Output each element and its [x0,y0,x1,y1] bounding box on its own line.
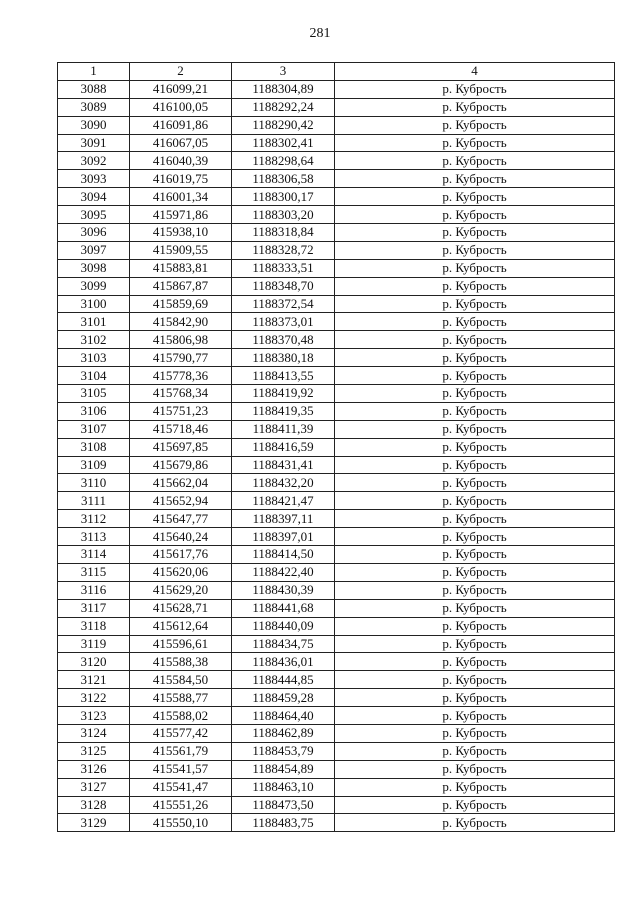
table-row [58,653,615,671]
table-row [58,599,615,617]
point-number-cell: 3093 [58,170,130,188]
x-coordinate-cell: 415971,86 [130,206,232,224]
x-coordinate-cell: 415617,76 [130,546,232,564]
column-header-4: 4 [335,63,615,81]
table-row [58,563,615,581]
table-row [58,277,615,295]
x-coordinate-cell: 415751,23 [130,402,232,420]
table-row [58,510,615,528]
table-row [58,796,615,814]
y-coordinate-cell: 1188430,39 [232,581,335,599]
y-coordinate-cell: 1188441,68 [232,599,335,617]
point-number-cell: 3101 [58,313,130,331]
location-cell: р. Кубрость [335,313,615,331]
point-number-cell: 3095 [58,206,130,224]
point-number-cell: 3097 [58,241,130,259]
y-coordinate-cell: 1188372,54 [232,295,335,313]
point-number-cell: 3109 [58,456,130,474]
x-coordinate-cell: 415561,79 [130,742,232,760]
point-number-cell: 3127 [58,778,130,796]
y-coordinate-cell: 1188444,85 [232,671,335,689]
point-number-cell: 3120 [58,653,130,671]
x-coordinate-cell: 416100,05 [130,98,232,116]
point-number-cell: 3103 [58,349,130,367]
x-coordinate-cell: 415588,77 [130,689,232,707]
location-cell: р. Кубрость [335,671,615,689]
x-coordinate-cell: 415541,47 [130,778,232,796]
location-cell: р. Кубрость [335,707,615,725]
y-coordinate-cell: 1188298,64 [232,152,335,170]
y-coordinate-cell: 1188440,09 [232,617,335,635]
x-coordinate-cell: 415577,42 [130,724,232,742]
table-row [58,313,615,331]
x-coordinate-cell: 415859,69 [130,295,232,313]
x-coordinate-cell: 415662,04 [130,474,232,492]
x-coordinate-cell: 415778,36 [130,367,232,385]
y-coordinate-cell: 1188419,35 [232,402,335,420]
point-number-cell: 3102 [58,331,130,349]
table-row [58,581,615,599]
table-row [58,188,615,206]
table-row [58,492,615,510]
location-cell: р. Кубрость [335,796,615,814]
y-coordinate-cell: 1188304,89 [232,80,335,98]
point-number-cell: 3124 [58,724,130,742]
location-cell: р. Кубрость [335,152,615,170]
point-number-cell: 3091 [58,134,130,152]
table-row [58,170,615,188]
y-coordinate-cell: 1188318,84 [232,224,335,242]
column-header-1: 1 [58,63,130,81]
point-number-cell: 3107 [58,420,130,438]
y-coordinate-cell: 1188434,75 [232,635,335,653]
table-row [58,707,615,725]
location-cell: р. Кубрость [335,563,615,581]
point-number-cell: 3108 [58,438,130,456]
y-coordinate-cell: 1188462,89 [232,724,335,742]
table-row [58,814,615,832]
point-number-cell: 3126 [58,760,130,778]
point-number-cell: 3121 [58,671,130,689]
table-row [58,331,615,349]
table-row [58,438,615,456]
table-row [58,295,615,313]
point-number-cell: 3105 [58,385,130,403]
table-row [58,635,615,653]
point-number-cell: 3100 [58,295,130,313]
table-row [58,456,615,474]
location-cell: р. Кубрость [335,492,615,510]
x-coordinate-cell: 415640,24 [130,528,232,546]
y-coordinate-cell: 1188473,50 [232,796,335,814]
point-number-cell: 3110 [58,474,130,492]
point-number-cell: 3106 [58,402,130,420]
x-coordinate-cell: 415612,64 [130,617,232,635]
point-number-cell: 3089 [58,98,130,116]
table-row [58,420,615,438]
location-cell: р. Кубрость [335,224,615,242]
y-coordinate-cell: 1188300,17 [232,188,335,206]
table-row [58,385,615,403]
table-row [58,689,615,707]
y-coordinate-cell: 1188348,70 [232,277,335,295]
x-coordinate-cell: 415588,02 [130,707,232,725]
table-row [58,224,615,242]
location-cell: р. Кубрость [335,438,615,456]
y-coordinate-cell: 1188303,20 [232,206,335,224]
location-cell: р. Кубрость [335,241,615,259]
point-number-cell: 3117 [58,599,130,617]
location-cell: р. Кубрость [335,170,615,188]
x-coordinate-cell: 416040,39 [130,152,232,170]
location-cell: р. Кубрость [335,116,615,134]
location-cell: р. Кубрость [335,617,615,635]
location-cell: р. Кубрость [335,277,615,295]
table-row [58,402,615,420]
x-coordinate-cell: 415647,77 [130,510,232,528]
point-number-cell: 3116 [58,581,130,599]
x-coordinate-cell: 415867,87 [130,277,232,295]
x-coordinate-cell: 415842,90 [130,313,232,331]
y-coordinate-cell: 1188463,10 [232,778,335,796]
location-cell: р. Кубрость [335,599,615,617]
y-coordinate-cell: 1188302,41 [232,134,335,152]
point-number-cell: 3099 [58,277,130,295]
table-row [58,259,615,277]
table-body [58,80,615,831]
location-cell: р. Кубрость [335,474,615,492]
x-coordinate-cell: 416099,21 [130,80,232,98]
location-cell: р. Кубрость [335,689,615,707]
x-coordinate-cell: 415652,94 [130,492,232,510]
y-coordinate-cell: 1188483,75 [232,814,335,832]
location-cell: р. Кубрость [335,653,615,671]
point-number-cell: 3128 [58,796,130,814]
point-number-cell: 3096 [58,224,130,242]
location-cell: р. Кубрость [335,724,615,742]
y-coordinate-cell: 1188431,41 [232,456,335,474]
location-cell: р. Кубрость [335,546,615,564]
location-cell: р. Кубрость [335,259,615,277]
location-cell: р. Кубрость [335,134,615,152]
table-row [58,778,615,796]
x-coordinate-cell: 415620,06 [130,563,232,581]
y-coordinate-cell: 1188373,01 [232,313,335,331]
y-coordinate-cell: 1188292,24 [232,98,335,116]
point-number-cell: 3094 [58,188,130,206]
table-row [58,367,615,385]
location-cell: р. Кубрость [335,635,615,653]
point-number-cell: 3111 [58,492,130,510]
y-coordinate-cell: 1188432,20 [232,474,335,492]
y-coordinate-cell: 1188328,72 [232,241,335,259]
x-coordinate-cell: 415541,57 [130,760,232,778]
y-coordinate-cell: 1188397,01 [232,528,335,546]
x-coordinate-cell: 415938,10 [130,224,232,242]
column-header-2: 2 [130,63,232,81]
x-coordinate-cell: 415596,61 [130,635,232,653]
point-number-cell: 3115 [58,563,130,581]
location-cell: р. Кубрость [335,760,615,778]
x-coordinate-cell: 415628,71 [130,599,232,617]
point-number-cell: 3090 [58,116,130,134]
y-coordinate-cell: 1188290,42 [232,116,335,134]
point-number-cell: 3119 [58,635,130,653]
y-coordinate-cell: 1188306,58 [232,170,335,188]
table-row [58,241,615,259]
table-header-row [58,63,615,81]
x-coordinate-cell: 415697,85 [130,438,232,456]
location-cell: р. Кубрость [335,778,615,796]
table-row [58,116,615,134]
table-row [58,349,615,367]
location-cell: р. Кубрость [335,206,615,224]
x-coordinate-cell: 415679,86 [130,456,232,474]
x-coordinate-cell: 415883,81 [130,259,232,277]
location-cell: р. Кубрость [335,80,615,98]
point-number-cell: 3092 [58,152,130,170]
x-coordinate-cell: 415790,77 [130,349,232,367]
y-coordinate-cell: 1188464,40 [232,707,335,725]
x-coordinate-cell: 416019,75 [130,170,232,188]
location-cell: р. Кубрость [335,331,615,349]
y-coordinate-cell: 1188421,47 [232,492,335,510]
y-coordinate-cell: 1188436,01 [232,653,335,671]
table-row [58,474,615,492]
location-cell: р. Кубрость [335,349,615,367]
y-coordinate-cell: 1188414,50 [232,546,335,564]
table-row [58,528,615,546]
location-cell: р. Кубрость [335,385,615,403]
table-row [58,134,615,152]
table-row [58,724,615,742]
x-coordinate-cell: 415550,10 [130,814,232,832]
table-row [58,546,615,564]
x-coordinate-cell: 416067,05 [130,134,232,152]
y-coordinate-cell: 1188459,28 [232,689,335,707]
location-cell: р. Кубрость [335,402,615,420]
y-coordinate-cell: 1188453,79 [232,742,335,760]
y-coordinate-cell: 1188454,89 [232,760,335,778]
table-row [58,98,615,116]
y-coordinate-cell: 1188416,59 [232,438,335,456]
location-cell: р. Кубрость [335,456,615,474]
location-cell: р. Кубрость [335,98,615,116]
x-coordinate-cell: 415909,55 [130,241,232,259]
table-row [58,152,615,170]
location-cell: р. Кубрость [335,188,615,206]
x-coordinate-cell: 416001,34 [130,188,232,206]
column-header-3: 3 [232,63,335,81]
table-row [58,671,615,689]
point-number-cell: 3125 [58,742,130,760]
point-number-cell: 3104 [58,367,130,385]
page-number: 281 [309,26,331,41]
table-row [58,80,615,98]
location-cell: р. Кубрость [335,814,615,832]
point-number-cell: 3129 [58,814,130,832]
location-cell: р. Кубрость [335,295,615,313]
y-coordinate-cell: 1188413,55 [232,367,335,385]
x-coordinate-cell: 415551,26 [130,796,232,814]
y-coordinate-cell: 1188380,18 [232,349,335,367]
x-coordinate-cell: 415588,38 [130,653,232,671]
x-coordinate-cell: 415768,34 [130,385,232,403]
table-row [58,760,615,778]
point-number-cell: 3123 [58,707,130,725]
location-cell: р. Кубрость [335,528,615,546]
y-coordinate-cell: 1188422,40 [232,563,335,581]
x-coordinate-cell: 416091,86 [130,116,232,134]
point-number-cell: 3118 [58,617,130,635]
x-coordinate-cell: 415806,98 [130,331,232,349]
point-number-cell: 3114 [58,546,130,564]
x-coordinate-cell: 415718,46 [130,420,232,438]
x-coordinate-cell: 415629,20 [130,581,232,599]
point-number-cell: 3088 [58,80,130,98]
y-coordinate-cell: 1188419,92 [232,385,335,403]
point-number-cell: 3098 [58,259,130,277]
y-coordinate-cell: 1188333,51 [232,259,335,277]
location-cell: р. Кубрость [335,510,615,528]
location-cell: р. Кубрость [335,581,615,599]
y-coordinate-cell: 1188370,48 [232,331,335,349]
table-row [58,206,615,224]
coordinates-table [57,62,615,832]
point-number-cell: 3112 [58,510,130,528]
point-number-cell: 3122 [58,689,130,707]
table-row [58,742,615,760]
point-number-cell: 3113 [58,528,130,546]
table-row [58,617,615,635]
location-cell: р. Кубрость [335,742,615,760]
x-coordinate-cell: 415584,50 [130,671,232,689]
location-cell: р. Кубрость [335,420,615,438]
y-coordinate-cell: 1188411,39 [232,420,335,438]
location-cell: р. Кубрость [335,367,615,385]
y-coordinate-cell: 1188397,11 [232,510,335,528]
